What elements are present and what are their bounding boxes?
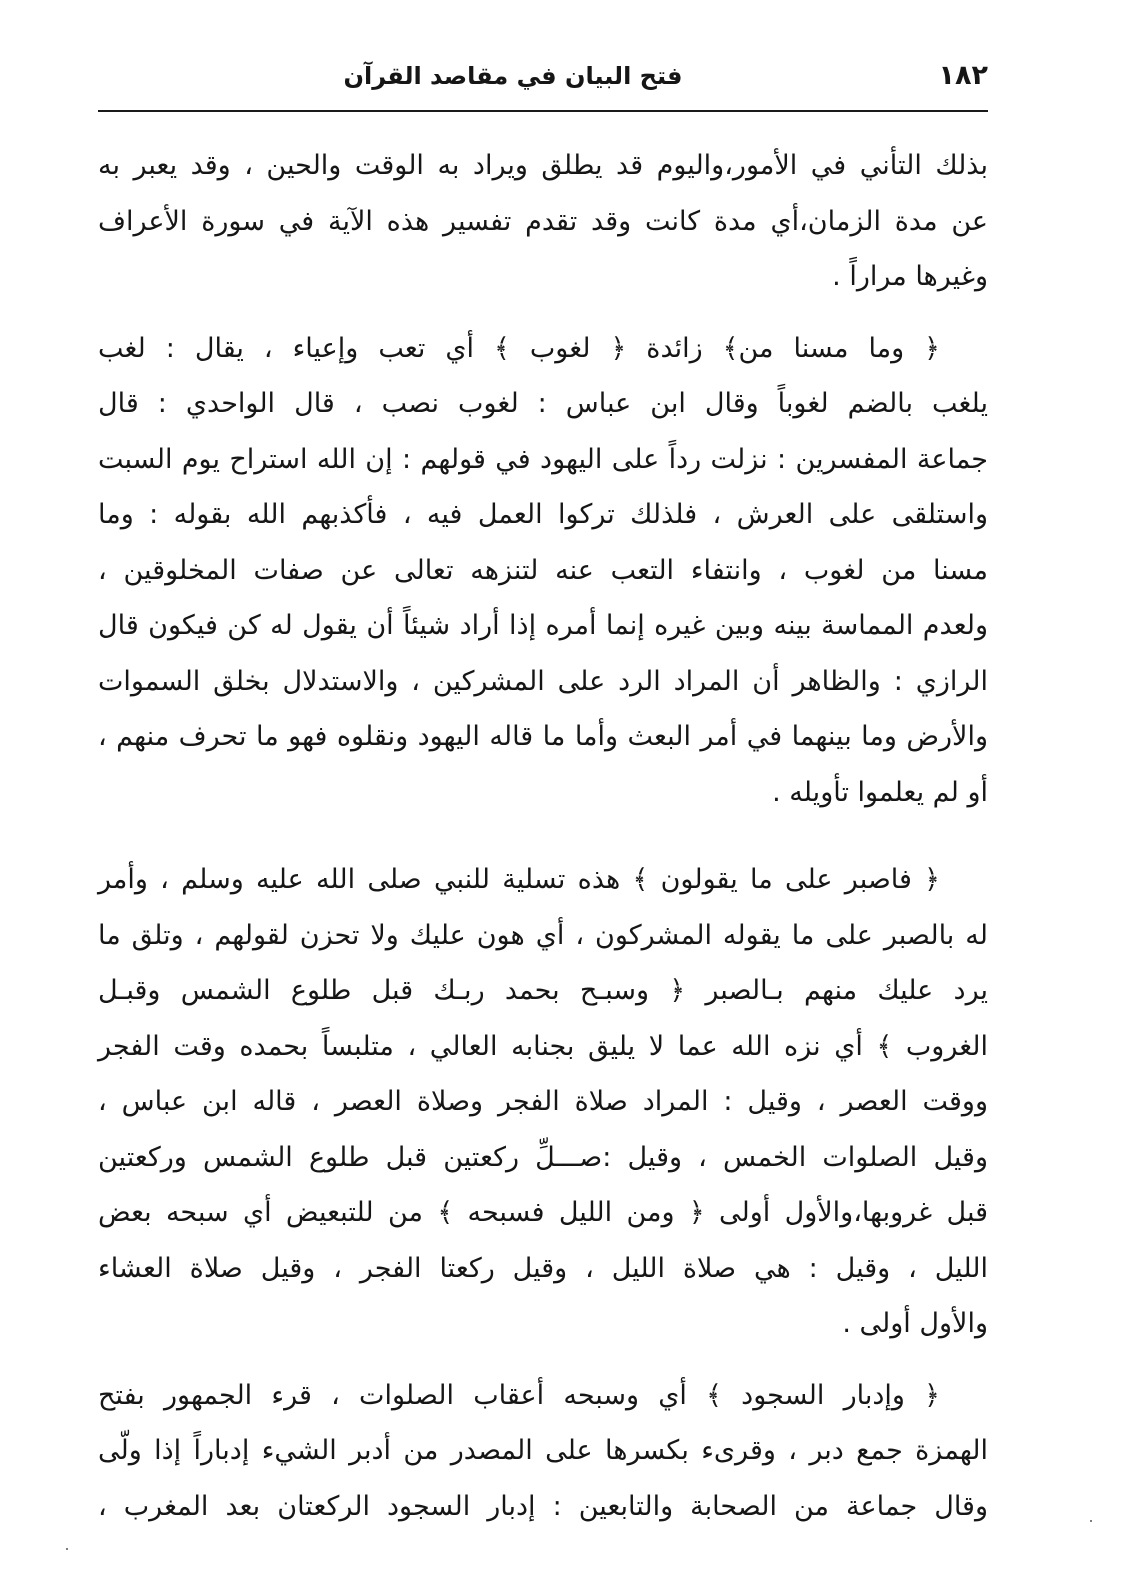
text-line: مسنا من لغوب ، وانتفاء التعب عنه لتنزهه تعالى عن صفات المخلوقين ،	[98, 554, 988, 586]
paragraph-4	[98, 1368, 988, 1535]
scan-speck	[66, 1548, 68, 1550]
text-line: وغيرها مراراً .	[832, 261, 988, 292]
text-line: الهمزة جمع دبر ، وقرىء بكسرها على المصدر من أدبر الشيء إدباراً إذا ولّى	[98, 1435, 988, 1466]
text-line: الغروب ﴾ أي نزه الله عما لا يليق بجنابه العالي ، متلبساً بحمده وقت الفجر	[98, 1030, 988, 1062]
text-line: قبل غروبها،والأول أولى ﴿ ومن الليل فسبحه ﴾ من للتبعيض أي سبحه بعض	[98, 1197, 988, 1228]
paragraph-3	[98, 852, 988, 1352]
text-line: واستلقى على العرش ، فلذلك تركوا العمل فيه ، فأكذبهم الله بقوله : وما	[98, 499, 988, 530]
scan-speck	[1090, 1520, 1092, 1522]
header-rule	[98, 110, 988, 112]
paragraph-1	[98, 138, 988, 305]
text-line: جماعة المفسرين : نزلت رداً على اليهود في قولهم : إن الله استراح يوم السبت	[98, 443, 988, 475]
paragraph-2	[98, 321, 988, 821]
running-title: فتح البيان في مقاصد القرآن	[343, 62, 683, 90]
body-text	[98, 138, 988, 1534]
text-line: له بالصبر على ما يقوله المشركون ، أي هون عليك ولا تحزن لقولهم ، وتلق ما	[98, 919, 988, 951]
text-line: يرد عليك منهم بـالصبر ﴿ وسبـح بحمد ربـك قبل طلوع الشمس وقبـل	[98, 975, 988, 1006]
page-number: ١٨٢	[938, 60, 988, 91]
text-line: ﴿ فاصبر على ما يقولون ﴾ هذه تسلية للنبي صلى الله عليه وسلم ، وأمر	[98, 864, 940, 895]
text-line: عن مدة الزمان،أي مدة كانت وقد تقدم تفسير هذه الآية في سورة الأعراف	[98, 205, 988, 237]
text-line: وقال جماعة من الصحابة والتابعين : إدبار السجود الركعتان بعد المغرب ،	[98, 1490, 988, 1522]
text-line: وقيل الصلوات الخمس ، وقيل :صـــلِّ ركعتين قبل طلوع الشمس وركعتين	[98, 1141, 988, 1173]
text-line: أو لم يعلموا تأويله .	[772, 776, 988, 808]
text-line: الليل ، وقيل : هي صلاة الليل ، وقيل ركعتا الفجر ، وقيل صلاة العشاء	[98, 1252, 988, 1284]
text-line: ﴿ وإدبار السجود ﴾ أي وسبحه أعقاب الصلوات ، قرء الجمهور بفتح	[98, 1379, 940, 1411]
text-line: بذلك التأني في الأمور،واليوم قد يطلق ويراد به الوقت والحين ، وقد يعبر به	[98, 150, 988, 181]
text-line: ﴿ وما مسنا من﴾ زائدة ﴿ لغوب ﴾ أي تعب وإعياء ، يقال : لغب	[98, 332, 940, 364]
text-line: الرازي : والظاهر أن المراد الرد على المشركين ، والاستدلال بخلق السموات	[98, 665, 988, 697]
text-line: والأول أولى .	[842, 1308, 988, 1339]
text-line: ووقت العصر ، وقيل : المراد صلاة الفجر وصلاة العصر ، قاله ابن عباس ،	[98, 1086, 988, 1117]
text-line: والأرض وما بينهما في أمر البعث وأما ما قاله اليهود ونقلوه فهو ما تحرف منهم ،	[98, 721, 988, 752]
text-line: يلغب بالضم لغوباً وقال ابن عباس : لغوب نصب ، قال الواحدي : قال	[98, 388, 988, 419]
page-header	[98, 58, 988, 110]
text-line: ولعدم المماسة بينه وبين غيره إنما أمره إذا أراد شيئاً أن يقول له كن فيكون قال	[98, 610, 988, 641]
